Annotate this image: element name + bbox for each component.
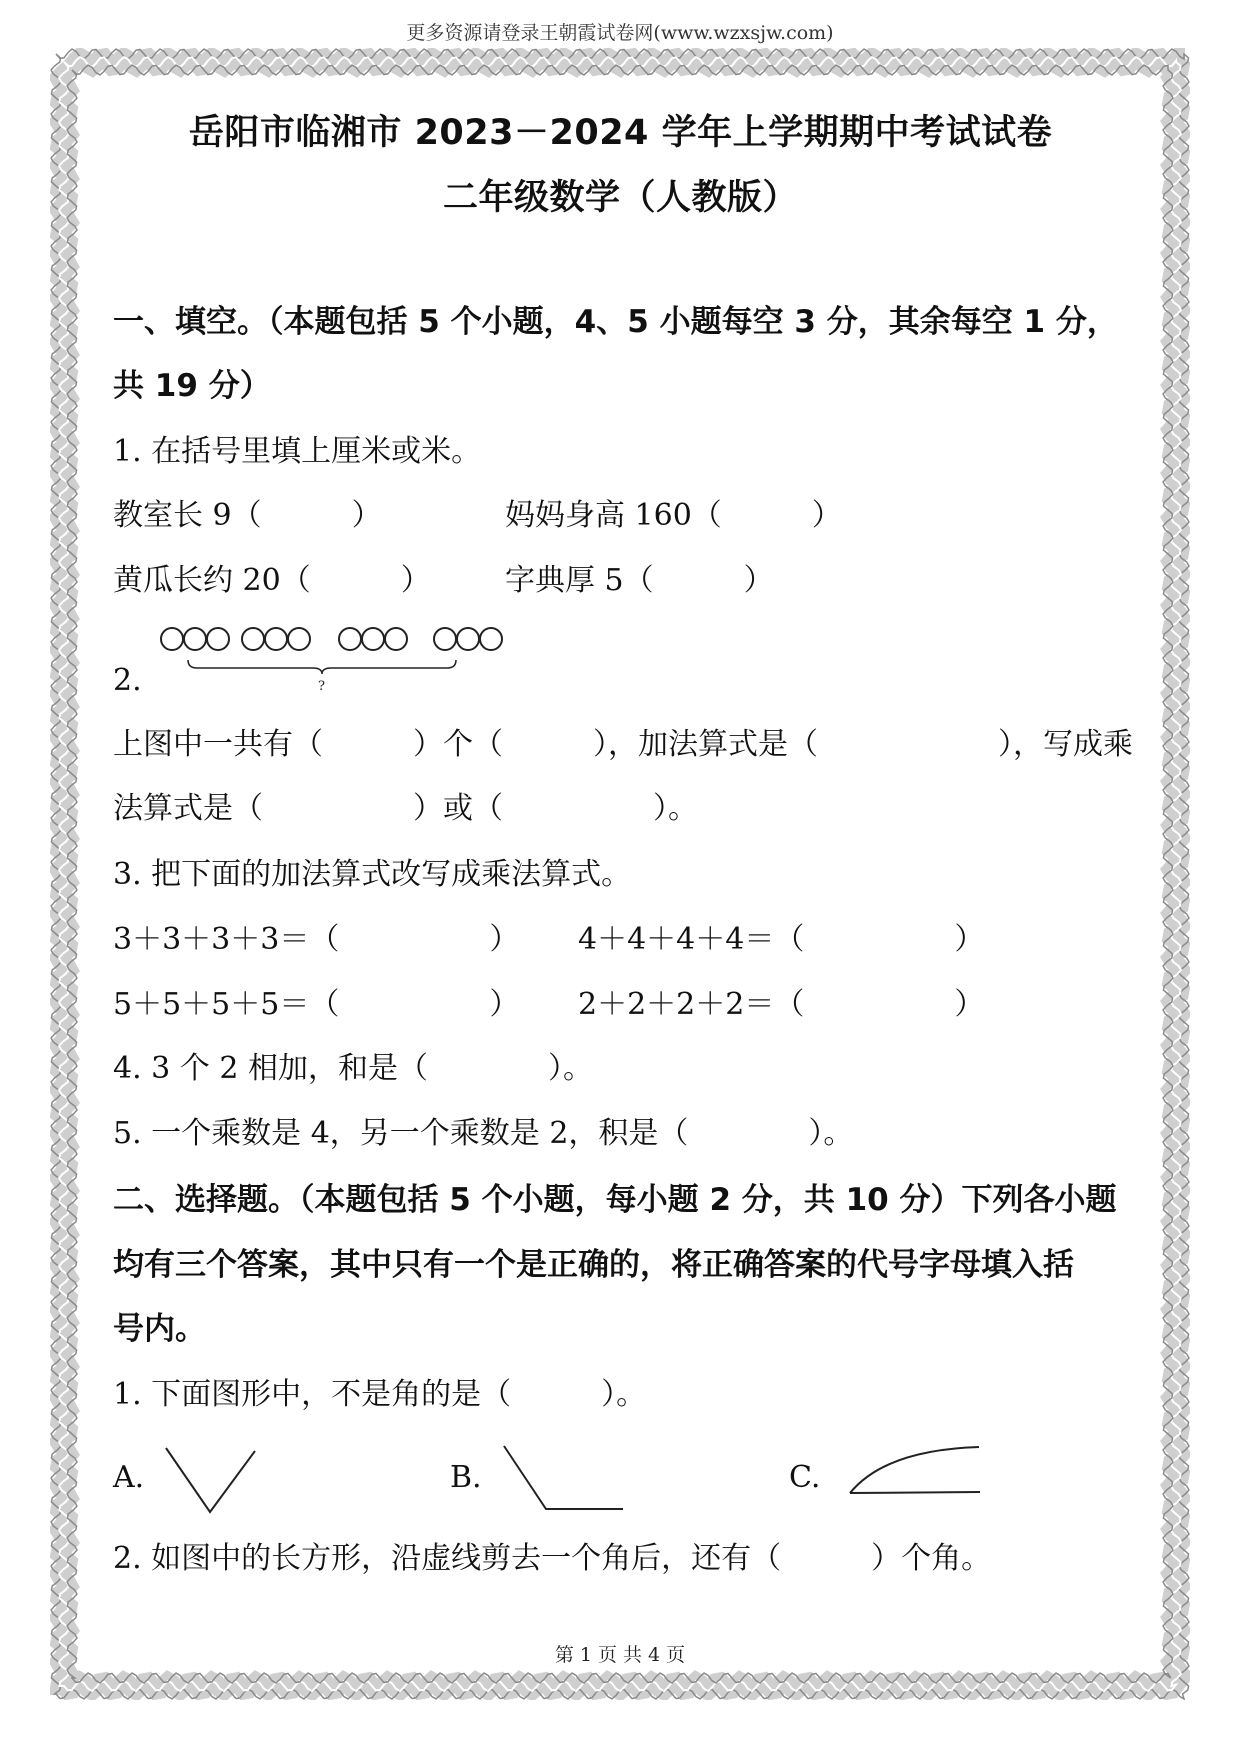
section2-heading: 二、选择题。（本题包括 5 个小题，每小题 2 分，共 10 分）下列各小题 xyxy=(113,1182,1117,1218)
section2-heading-cont2: 号内。 xyxy=(113,1311,206,1347)
fill-item: 妈妈身高 160（ ） xyxy=(505,498,842,533)
fill-item: 黄瓜长约 20（ ） xyxy=(113,563,431,598)
brace xyxy=(188,660,456,674)
equation-item: 5＋5＋5＋5＝（ ） xyxy=(113,987,520,1022)
question-1-2-text-cont: 法算式是（ ）或（ ）。 xyxy=(113,791,698,826)
fill-item: 教室长 9（ ） xyxy=(113,498,382,533)
circle-groups-figure xyxy=(157,622,557,698)
exam-title: 岳阳市临湘市 2023－2024 学年上学期期中考试试卷 xyxy=(188,113,1053,153)
website-note: 更多资源请登录王朝霞试卷网(www.wzxsjw.com) xyxy=(406,22,834,44)
equation-item: 2＋2＋2＋2＝（ ） xyxy=(578,987,985,1022)
question-2-2: 2. 如图中的长方形，沿虚线剪去一个角后，还有（ ）个角。 xyxy=(113,1541,992,1576)
option-c-label: C. xyxy=(789,1460,821,1495)
question-1-2-text: 上图中一共有（ ）个（ ），加法算式是（ ），写成乘 xyxy=(113,727,1133,762)
equation-item: 4＋4＋4＋4＝（ ） xyxy=(578,922,985,957)
question-1-1: 1. 在括号里填上厘米或米。 xyxy=(113,434,482,469)
option-b-angle-figure xyxy=(501,1443,626,1513)
exam-subtitle: 二年级数学（人教版） xyxy=(442,178,798,218)
section1-heading-cont: 共 19 分） xyxy=(113,368,271,404)
option-b-label: B. xyxy=(450,1460,482,1495)
question-2-1: 1. 下面图形中，不是角的是（ ）。 xyxy=(113,1377,647,1412)
circle-group xyxy=(339,628,407,650)
brace-label: ? xyxy=(318,679,325,694)
question-1-5: 5. 一个乘数是 4，另一个乘数是 2，积是（ ）。 xyxy=(113,1116,854,1151)
circle-group xyxy=(161,628,229,650)
question-1-3: 3. 把下面的加法算式改写成乘法算式。 xyxy=(113,857,632,892)
question-1-2-number: 2. xyxy=(113,663,142,698)
equation-item: 3＋3＋3＋3＝（ ） xyxy=(113,922,520,957)
section1-heading: 一、填空。（本题包括 5 个小题，4、5 小题每空 3 分，其余每空 1 分， xyxy=(113,304,1118,340)
option-a-angle-figure xyxy=(163,1445,263,1517)
page-footer: 第 1 页 共 4 页 xyxy=(554,1644,686,1666)
circle-group xyxy=(242,628,310,650)
fill-item: 字典厚 5（ ） xyxy=(505,563,774,598)
circle-group xyxy=(434,628,502,650)
option-a-label: A. xyxy=(113,1460,145,1495)
section2-heading-cont: 均有三个答案，其中只有一个是正确的，将正确答案的代号字母填入括 xyxy=(113,1247,1074,1283)
option-c-curve-figure xyxy=(847,1442,987,1500)
question-1-4: 4. 3 个 2 相加，和是（ ）。 xyxy=(113,1051,593,1086)
